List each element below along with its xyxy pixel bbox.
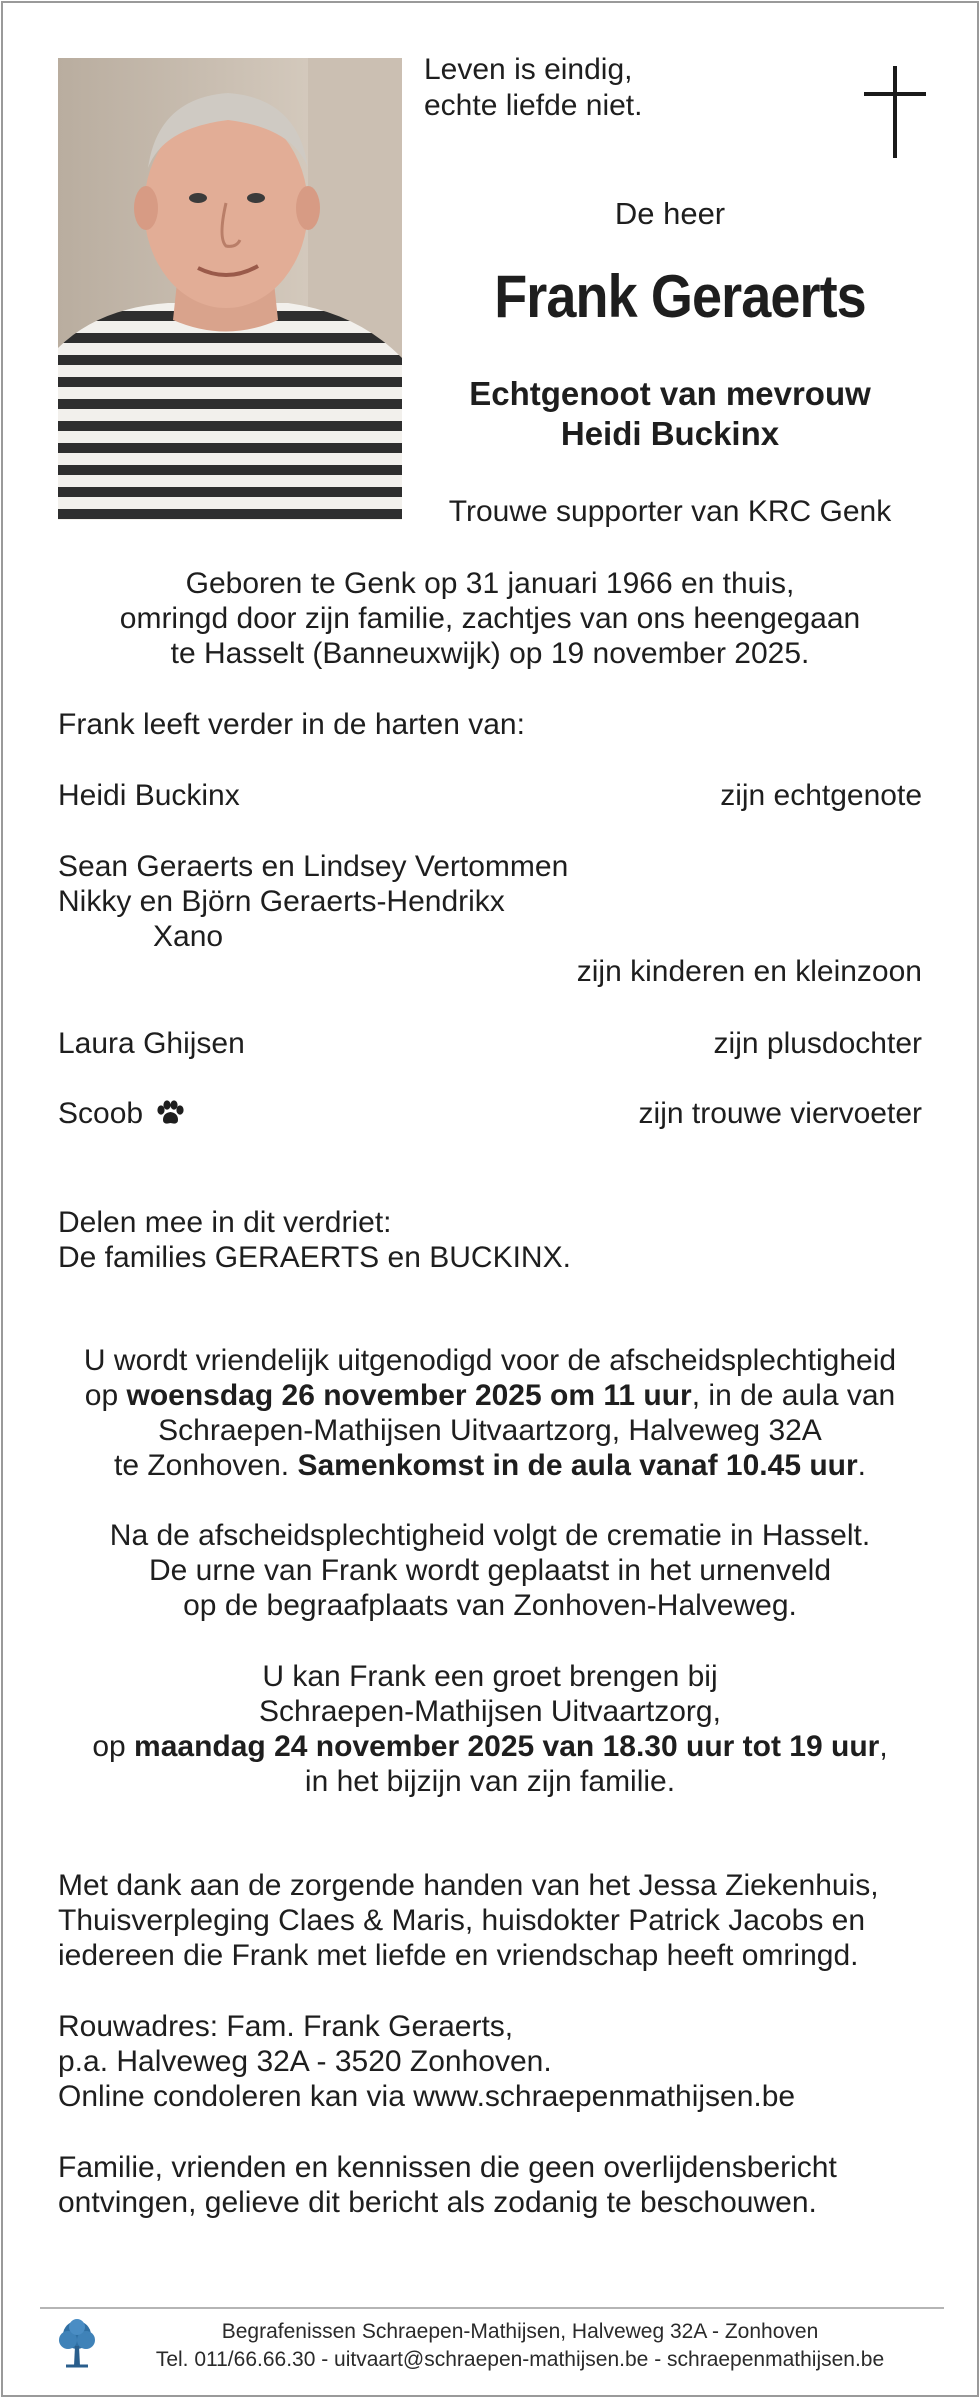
portrait-photo [58,58,402,520]
relative-role: zijn kinderen en kleinzoon [576,955,922,988]
cremation-text [40,1518,940,1623]
text-line: U kan Frank een groet brengen bij [262,1660,718,1693]
relative-name: Sean Geraerts en Lindsey Vertommen [58,850,569,883]
text-line: op de begraafplaats van Zonhoven-Halveweg. [183,1589,797,1622]
relative-role: zijn echtgenote [720,779,922,812]
motto [424,52,642,124]
text-line: De families GERAERTS en BUCKINX. [58,1241,571,1274]
ceremony-date: woensdag 26 november 2025 om 11 uur [126,1379,692,1412]
relative-name: Laura Ghijsen [58,1027,245,1060]
birth-death-text [58,566,922,671]
family-intro: Frank leeft verder in de harten van: [58,708,525,741]
ceremony-text [40,1343,940,1483]
text-line: Thuisverpleging Claes & Maris, huisdokter Patrick Jacobs en [58,1904,866,1937]
relative-name: Scoob [58,1097,144,1130]
text-line: te Hasselt (Banneuxwijk) op 19 november 2025. [170,637,810,670]
salutation: De heer [614,196,726,231]
spouse-line [420,374,920,454]
text-line: Met dank aan de zorgende handen van het Jessa Ziekenhuis, [58,1869,879,1902]
text-line: ontvingen, gelieve dit bericht als zodanig te beschouwen. [58,2186,817,2219]
motto-line: Leven is eindig, [424,53,633,86]
thanks-text [58,1868,938,1973]
text-line: te Zonhoven. Samenkomst in de aula vanaf 10.45 uur. [113,1449,867,1482]
relative-name: Nikky en Björn Geraerts-Hendrikx [58,885,505,918]
text-line: iedereen die Frank met liefde en vriendschap heeft omringd. [58,1939,859,1972]
address-text [58,2009,938,2114]
footer-line-1: Begrafenissen Schraepen-Mathijsen, Halveweg 32A - Zonhoven [221,2320,819,2343]
footer-divider [40,2307,944,2309]
cross-icon [864,66,926,158]
paw-icon [155,1100,185,1126]
notice-text [58,2150,938,2220]
text-line: U wordt vriendelijk uitgenodigd voor de afscheidsplechtigheid [83,1344,897,1377]
text-line: omringd door zijn familie, zachtjes van ons heengegaan [119,602,861,635]
text-line: in het bijzijn van zijn familie. [304,1765,676,1798]
text-line: p.a. Halveweg 32A - 3520 Zonhoven. [58,2045,552,2078]
text-line: Rouwadres: Fam. Frank Geraerts, [58,2010,514,2043]
supporter-line: Trouwe supporter van KRC Genk [448,495,892,528]
relative-role: zijn trouwe viervoeter [638,1097,922,1130]
grief-text [58,1205,938,1275]
text-line: Familie, vrienden en kennissen die geen overlijdensbericht [58,2151,837,2184]
relative-name: Xano [153,920,224,953]
deceased-name: Frank Geraerts [494,263,866,330]
family-row-children [58,849,922,989]
footer-line-2: Tel. 011/66.66.30 - uitvaart@schraepen-mathijsen.be - schraepenmathijsen.be [155,2348,885,2371]
condolence-link[interactable]: Online condoleren kan via www.schraepenmathijsen.be [58,2080,796,2113]
text-line: De urne van Frank wordt geplaatst in het urnenveld [148,1554,832,1587]
gathering-time: Samenkomst in de aula vanaf 10.45 uur [297,1449,858,1482]
motto-line: echte liefde niet. [424,89,643,122]
relative-name: Heidi Buckinx [58,779,240,812]
visit-text [40,1659,940,1799]
text-line: Geboren te Genk op 31 januari 1966 en thuis, [185,567,795,600]
family-row-stepdaughter [58,1026,922,1061]
family-row-spouse [58,778,922,813]
footer [90,2318,950,2374]
text-line: op woensdag 26 november 2025 om 11 uur, in de aula van [84,1379,896,1412]
text-line: Schraepen-Mathijsen Uitvaartzorg, [259,1695,721,1728]
spouse-line-2: Heidi Buckinx [560,415,780,452]
text-line: op maandag 24 november 2025 van 18.30 uur tot 19 uur, [92,1730,888,1763]
relative-role: zijn plusdochter [713,1027,922,1060]
spouse-line-1: Echtgenoot van mevrouw [469,375,871,412]
text-line: Schraepen-Mathijsen Uitvaartzorg, Halveweg 32A [158,1414,822,1447]
text-line: Na de afscheidsplechtigheid volgt de crematie in Hasselt. [109,1519,871,1552]
text-line: Delen mee in dit verdriet: [58,1206,392,1239]
family-row-pet [58,1096,922,1131]
visit-date: maandag 24 november 2025 van 18.30 uur tot 19 uur [134,1730,880,1763]
